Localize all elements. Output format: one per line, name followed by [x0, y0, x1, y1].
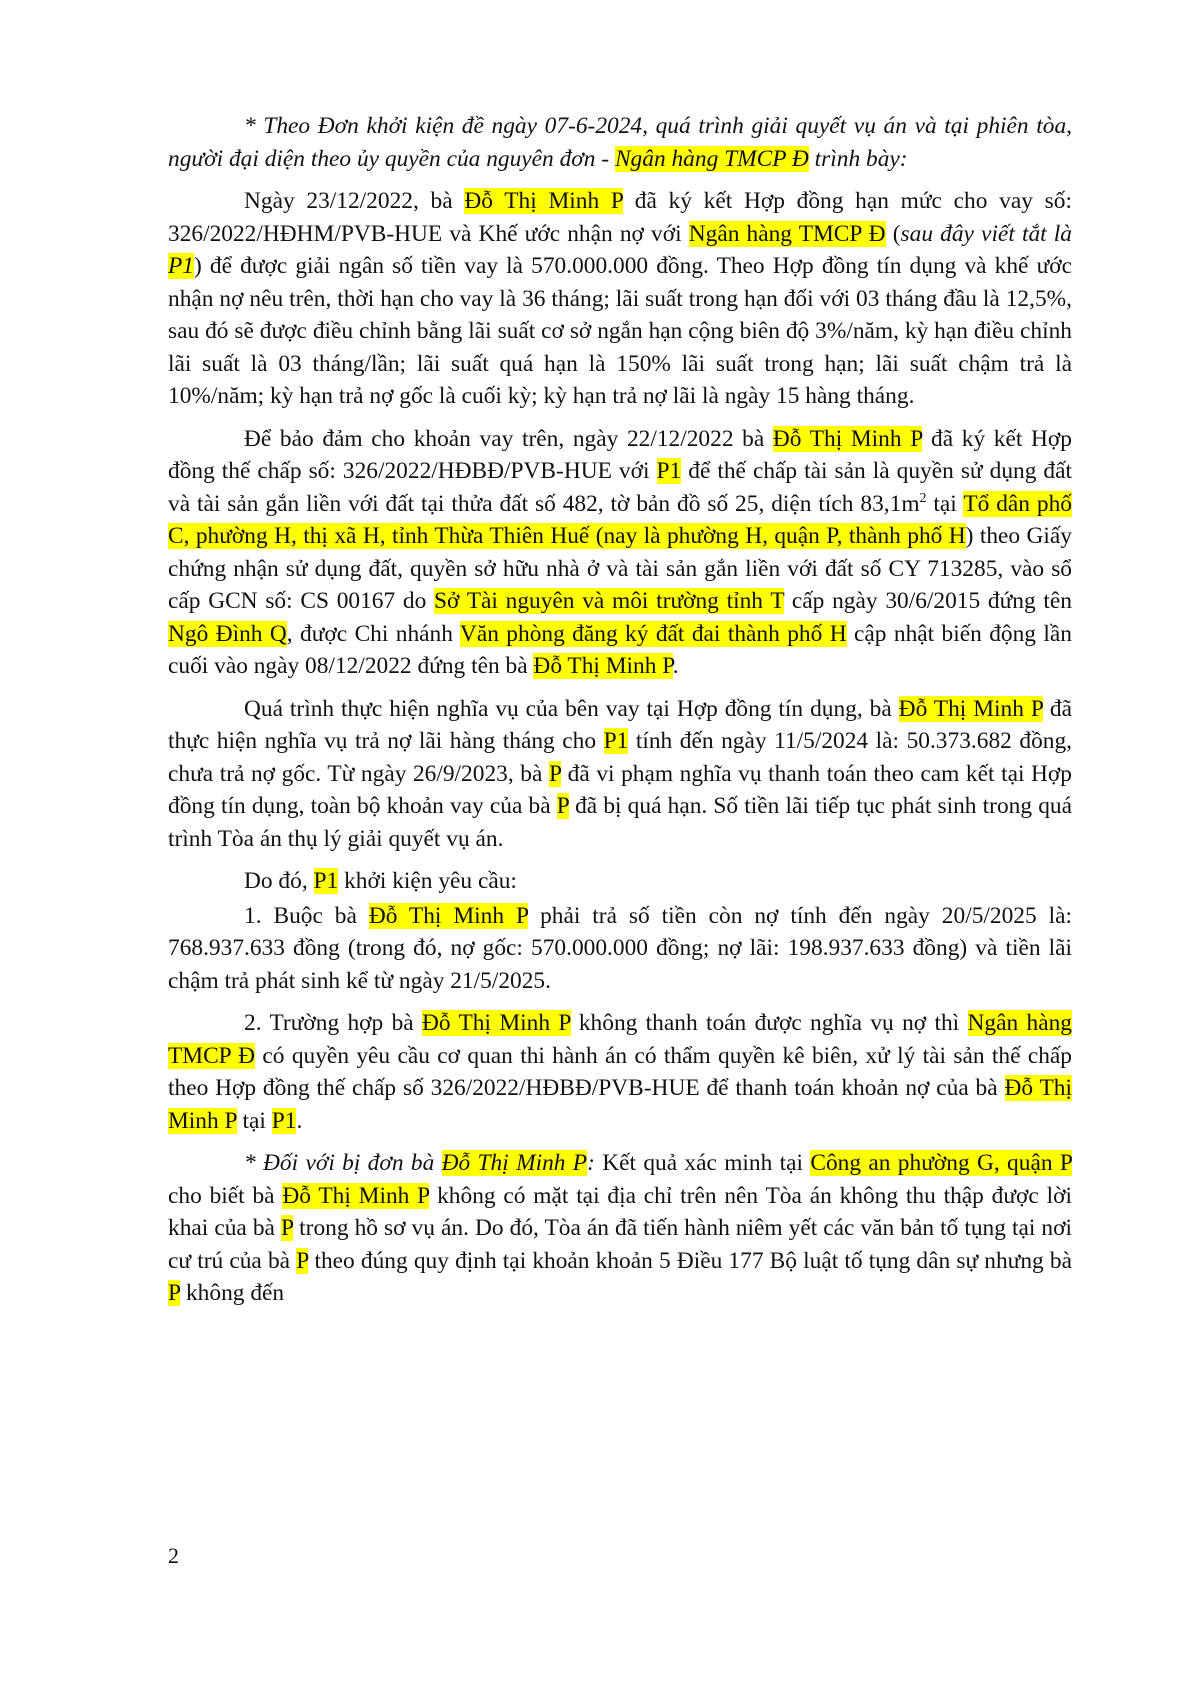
highlighted-text: Đỗ Thị Minh P	[422, 1010, 571, 1036]
text-run: phải trả số tiền còn nợ tính đến ngày 20/5/2025 là: 768.937.633 đồng (trong đó, nợ gốc: 570.000.000 đồng; nợ lãi: 198.937.633 đồng) và tiền lãi chậm trả phát sinh kể từ ngày 21/5/2025.	[168, 902, 1072, 994]
highlighted-text: Đỗ Thị Minh P	[533, 653, 673, 679]
text-run: :	[587, 1150, 603, 1176]
text-run: Kết quả xác minh tại	[602, 1150, 811, 1176]
text-run: Quá trình thực hiện nghĩa vụ của bên vay tại Hợp đồng tín dụng, bà	[244, 695, 899, 722]
paragraph-p1	[168, 110, 1072, 175]
paragraph-p2	[168, 185, 1072, 413]
text-run: * Theo Đơn khởi kiện đề ngày 07-6-2024, quá trình giải quyết vụ án và tại phiên tòa, người đại diện theo ủy quyền của nguyên đơn -	[168, 113, 1072, 172]
text-run: đã vi phạm nghĩa vụ thanh toán theo cam kết tại Hợp đồng tín dụng, toàn bộ khoản vay của bà	[168, 760, 1072, 819]
highlighted-text: Công an phường G, quận P	[810, 1150, 1072, 1176]
text-run: cấp ngày 30/6/2015 đứng tên	[784, 588, 1072, 614]
document-body	[168, 110, 1072, 1320]
text-run: .	[296, 1107, 303, 1134]
text-run: không thanh toán được nghĩa vụ nợ thì	[570, 1010, 968, 1036]
text-run: (	[885, 220, 901, 247]
highlighted-text: Đỗ Thị Minh P	[282, 1182, 430, 1209]
highlighted-text: Văn phòng đăng ký đất đai thành phố H	[459, 620, 847, 647]
text-run: cập nhật biến động lần cuối vào ngày 08/12/2022 đứng tên bà	[168, 620, 1072, 679]
text-run: cho biết bà	[168, 1182, 283, 1209]
highlighted-text: P	[280, 1215, 294, 1241]
text-run: không đến	[180, 1280, 285, 1306]
highlighted-text: Ngô Đình Q	[168, 620, 287, 647]
paragraph-p7	[168, 1007, 1072, 1137]
highlighted-text: P1	[603, 728, 629, 754]
highlighted-text: Đỗ Thị Minh P	[464, 188, 624, 214]
highlighted-text: P1	[313, 868, 339, 894]
highlighted-text: P1	[656, 458, 682, 484]
text-run: đã ký kết Hợp đồng thế chấp số: 326/2022/HĐBĐ/PVB-HUE với	[168, 425, 1072, 484]
highlighted-text: Đỗ Thị Minh P	[168, 1075, 1072, 1134]
highlighted-text: Ngân hàng TMCP Đ	[688, 220, 886, 247]
text-run: đã thực hiện nghĩa vụ trả nợ lãi hàng tháng cho	[168, 695, 1072, 754]
text-run: 1. Buộc bà	[244, 902, 369, 929]
text-run: Ngày 23/12/2022, bà	[244, 188, 465, 214]
text-run: theo đúng quy định tại khoản khoản 5 Điều 177 Bộ luật tố tụng dân sự nhưng bà	[308, 1247, 1072, 1274]
highlighted-text: Tổ dân phố C, phường H, thị xã H, tỉnh Thừa Thiên Huế (nay là phường H, quận P, thành phố H	[168, 490, 1072, 549]
paragraph-p8	[168, 1147, 1072, 1310]
text-run: có quyền yêu cầu cơ quan thi hành án có thẩm quyền kê biên, xử lý tài sản thế chấp theo Hợp đồng thế chấp số 326/2022/HĐBĐ/PVB-HUE để thanh toán khoản nợ của bà	[168, 1042, 1072, 1101]
highlighted-text: Ngân hàng TMCP Đ	[614, 145, 809, 172]
text-run: 2	[919, 490, 927, 506]
highlighted-text: Đỗ Thị Minh P	[772, 425, 923, 452]
text-run: để thế chấp tài sản là quyền sử dụng đất và tài sản gắn liền với đất tại thửa đất số 482, tờ bản đồ số 25, diện tích 83,1m	[168, 458, 1072, 517]
highlighted-text: Ngân hàng TMCP Đ	[168, 1010, 1072, 1069]
highlighted-text: P	[556, 793, 569, 819]
paragraph-p3	[168, 423, 1072, 683]
text-run: ) theo Giấy chứng nhận sử dụng đất, quyền sở hữu nhà ở và tài sản gắn liền với đất số CY 713285, vào sổ cấp GCN số: CS 00167 do	[168, 523, 1072, 614]
text-run: không có mặt tại địa chỉ trên nên Tòa án không thu thập được lời khai của bà	[168, 1182, 1072, 1241]
text-run: tính đến ngày 11/5/2024 là: 50.373.682 đồng, chưa trả nợ gốc. Từ ngày 26/9/2023, bà	[168, 728, 1072, 787]
highlighted-text: P	[548, 760, 562, 787]
text-run: tại	[236, 1107, 272, 1134]
text-run: đã ký kết Hợp đồng hạn mức cho vay số: 326/2022/HĐHM/PVB-HUE và Khế ước nhận nợ với	[168, 188, 1072, 247]
highlighted-text: Đỗ Thị Minh P	[368, 902, 529, 929]
paragraph-p6	[168, 900, 1072, 998]
text-run: Để bảo đảm cho khoản vay trên, ngày 22/12/2022 bà	[244, 425, 773, 452]
text-run: , được Chi nhánh	[286, 620, 460, 647]
highlighted-text: Đỗ Thị Minh P	[441, 1150, 588, 1176]
text-run: .	[672, 653, 679, 679]
highlighted-text: P	[168, 1280, 181, 1306]
text-run: ) để được giải ngân số tiền vay là 570.000.000 đồng. Theo Hợp đồng tín dụng và khế ước nhận nợ nêu trên, thời hạn cho vay là 36 tháng; lãi suất trong hạn đối với 03 tháng đầu là 12,5%, sau đó sẽ được điều chỉnh bằng lãi suất cơ sở ngắn hạn cộng biên độ 3%/năm, kỳ hạn điều chỉnh lãi suất là 03 tháng/lần; lãi suất quá hạn là 150% lãi suất trong hạn; lãi suất chậm trả là 10%/năm; kỳ hạn trả nợ gốc là cuối kỳ; kỳ hạn trả nợ lãi là ngày 15 hàng tháng.	[168, 253, 1072, 409]
highlighted-text: P	[296, 1247, 309, 1274]
text-run: Do đó,	[244, 868, 314, 894]
highlighted-text: Sở Tài nguyên và môi trường tỉnh T	[434, 588, 785, 614]
text-run: sau đây viết tắt là	[900, 220, 1072, 247]
highlighted-text: P1	[168, 253, 194, 279]
text-run: tại	[926, 490, 964, 517]
text-run: đã bị quá hạn. Số tiền lãi tiếp tục phát sinh trong quá trình Tòa án thụ lý giải quyết vụ án.	[168, 793, 1072, 852]
page-number: 2	[168, 1543, 179, 1568]
text-run: trong hồ sơ vụ án. Do đó, Tòa án đã tiến hành niêm yết các văn bản tố tụng tại nơi cư trú của bà	[168, 1215, 1072, 1274]
text-run: trình bày:	[808, 145, 908, 172]
text-run: khởi kiện yêu cầu:	[338, 868, 517, 894]
text-run: * Đối với bị đơn bà	[244, 1150, 442, 1176]
text-run: 2. Trường hợp bà	[244, 1010, 423, 1036]
paragraph-p4	[168, 693, 1072, 856]
paragraph-p5	[168, 865, 1072, 898]
highlighted-text: Đỗ Thị Minh P	[898, 695, 1043, 722]
highlighted-text: P1	[271, 1107, 297, 1134]
